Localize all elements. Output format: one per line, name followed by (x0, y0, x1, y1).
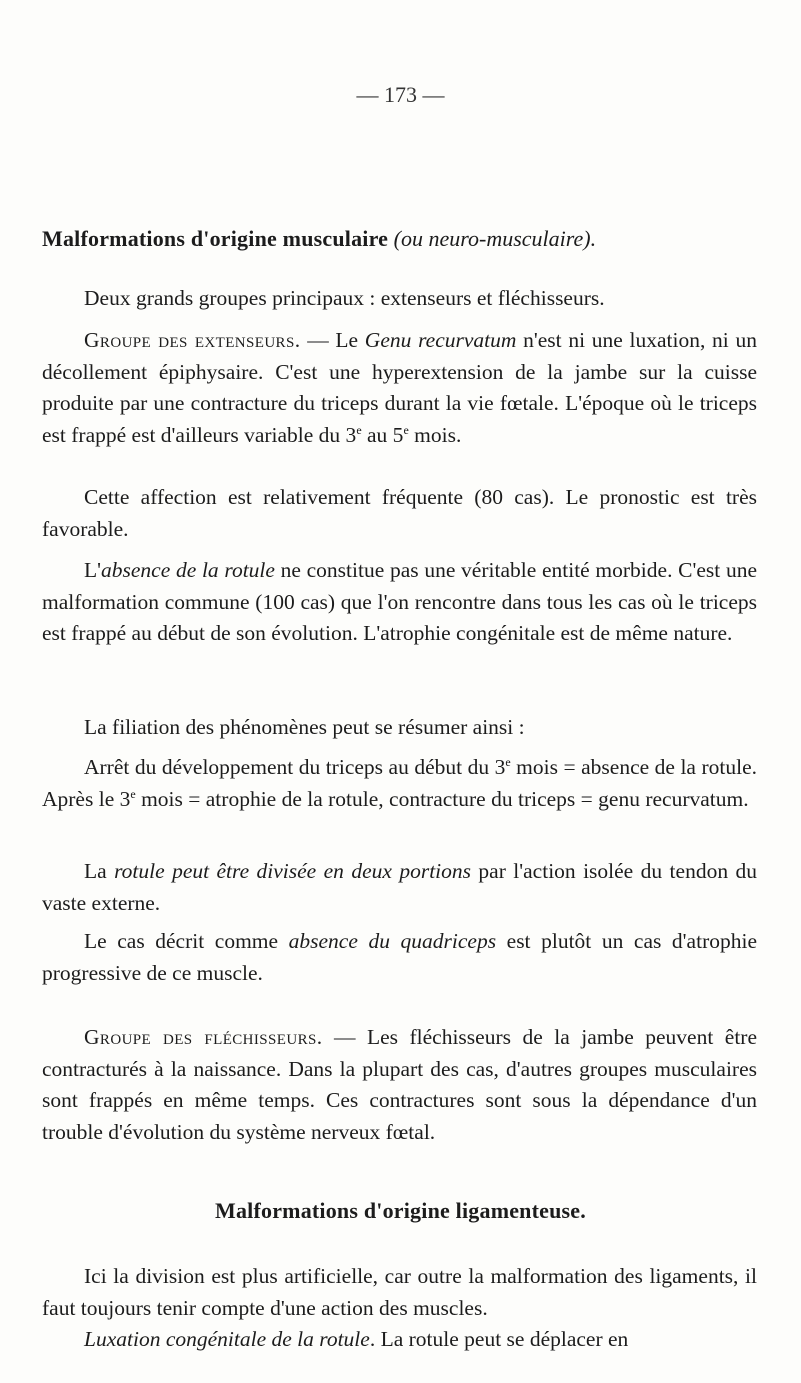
paragraph-quadriceps: Le cas décrit comme absence du quadriceps est plutôt un cas d'atrophie progressive de ce muscle. (42, 929, 757, 985)
paragraph-flechisseurs: Groupe des fléchisseurs. — Les fléchisseurs de la jambe peuvent être contracturés à la naissance. Dans la plupart des cas, d'autres groupes musculaires sont frappés en même temps. Ces contractures sont sous la dépendance d'un trouble d'évolution du système nerveux fœtal. (42, 1025, 757, 1144)
term-genu-recurvatum: Genu recurvatum (364, 328, 517, 352)
label-extenseurs: Groupe des extenseurs. (84, 328, 301, 352)
paragraph-extenseurs: Groupe des extenseurs. — Le Genu recurvatum n'est ni une luxation, ni un décollement épiphysaire. C'est une hyperextension de la jambe sur la cuisse produite par une contracture du triceps durant la vie fœtale. L'époque où le triceps est frappé est d'ailleurs variable du 3e au 5e mois. (42, 328, 757, 447)
paragraph-arret: Arrêt du développement du triceps au début du 3e mois = absence de la rotule. Après le 3e mois = atrophie de la rotule, contracture du triceps = genu recurvatum. (42, 755, 757, 811)
paragraph-frequence: Cette affection est relativement fréquente (80 cas). Le pronostic est très favorable. (42, 485, 757, 541)
heading-bold: Malformations d'origine musculaire (42, 226, 389, 251)
term-luxation-rotule: Luxation congénitale de la rotule (84, 1327, 370, 1351)
page-number: — 173 — (356, 82, 445, 107)
label-flechisseurs: Groupe des fléchisseurs. (84, 1025, 323, 1049)
section-heading-ligamenteuse: Malformations d'origine ligamenteuse. (215, 1198, 586, 1223)
paragraph-ligaments: Ici la division est plus artificielle, car outre la malformation des ligaments, il faut toujours tenir compte d'une action des muscles. (42, 1264, 757, 1320)
term-rotule-divisee: rotule peut être divisée en deux portions (114, 859, 472, 883)
paragraph-absence-rotule: L'absence de la rotule ne constitue pas une véritable entité morbide. C'est une malformation commune (100 cas) que l'on rencontre dans tous les cas où le triceps est frappé au début de son évolution. L'atrophie congénitale est de même nature. (42, 558, 757, 645)
paragraph-rotule-divisee: La rotule peut être divisée en deux portions par l'action isolée du tendon du vaste externe. (42, 859, 757, 915)
paragraph-luxation: Luxation congénitale de la rotule. La rotule peut se déplacer en (84, 1327, 629, 1351)
heading-italic: (ou neuro-musculaire). (393, 226, 597, 251)
paragraph-intro: Deux grands groupes principaux : extenseurs et fléchisseurs. (84, 286, 605, 310)
section-heading-musculaire (42, 225, 772, 253)
term-absence-quadriceps: absence du quadriceps (288, 929, 497, 953)
paragraph-filiation: La filiation des phénomènes peut se résumer ainsi : (84, 715, 525, 739)
term-absence-rotule: absence de la rotule (101, 558, 275, 582)
